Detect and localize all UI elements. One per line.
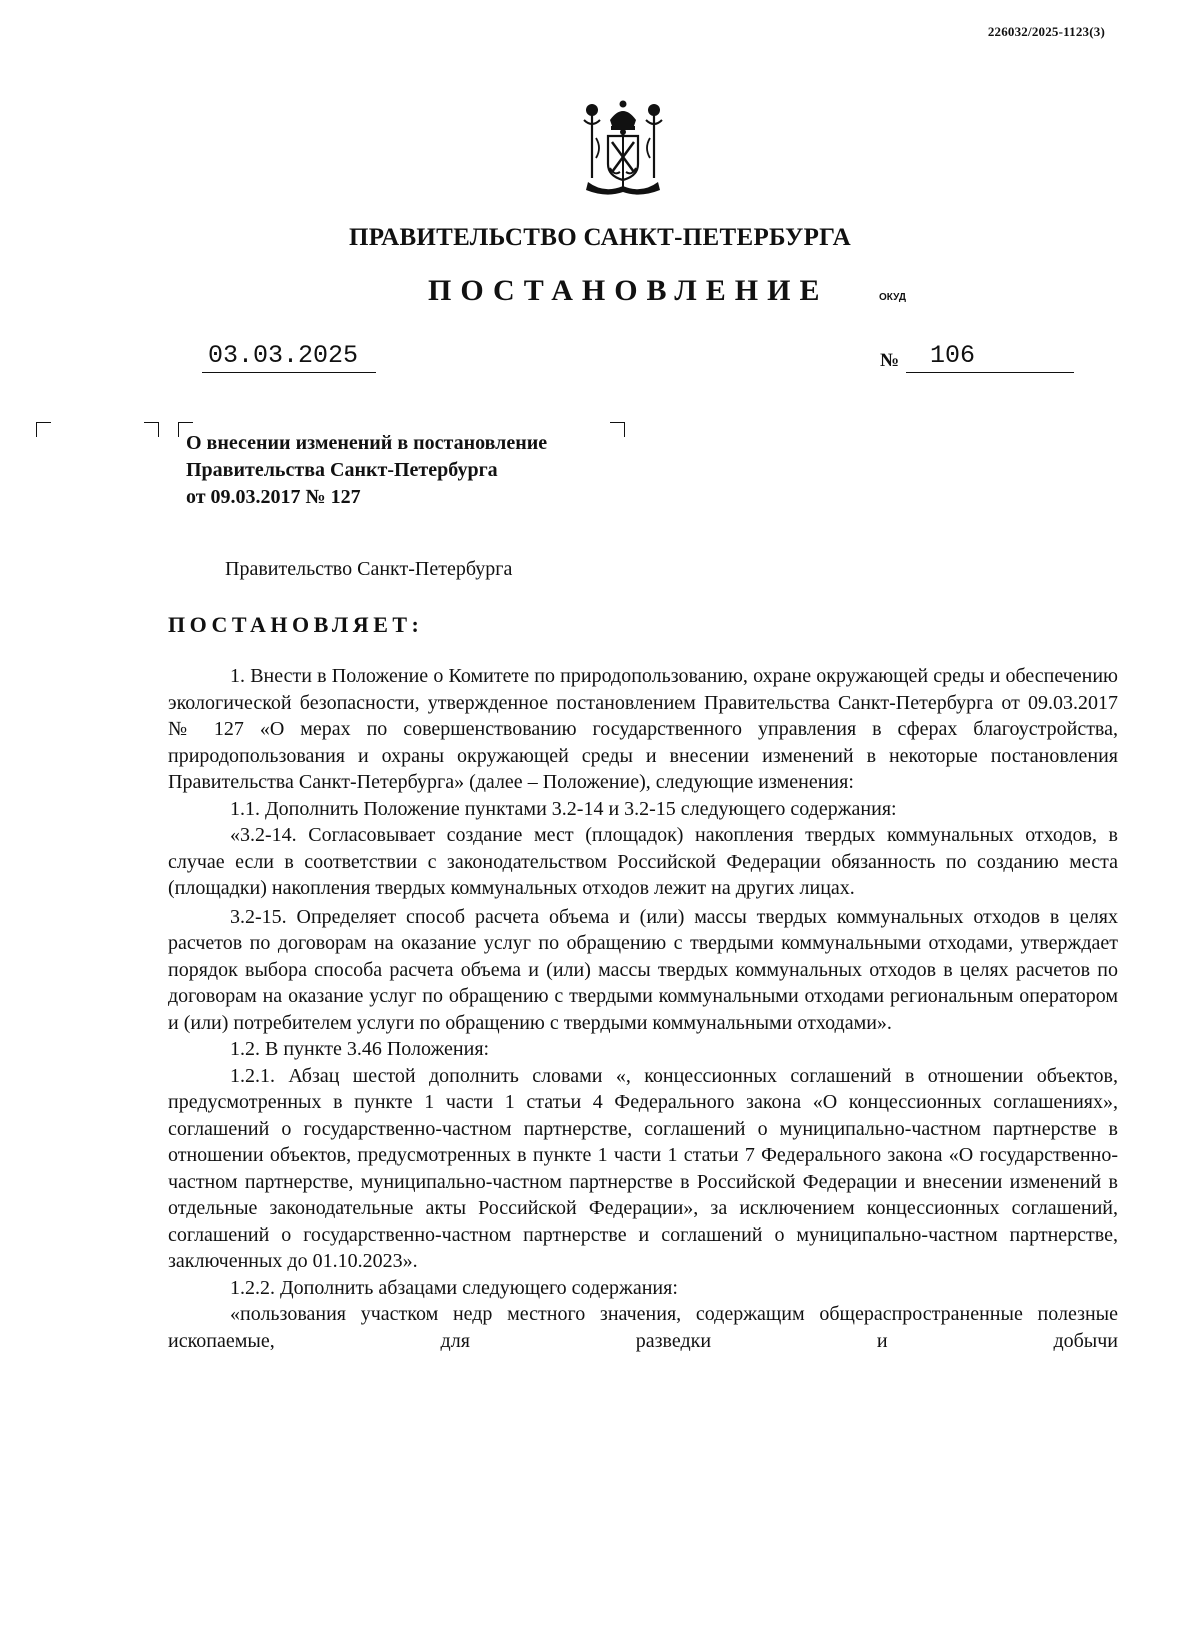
body-paragraph: «3.2-14. Согласовывает создание мест (площадок) накопления твердых коммунальных отходов, в случае если в соответствии с законодательством Российской Федерации обязанность по созданию места (площадки) накопления твердых коммунальных отходов лежит на других лицах. xyxy=(168,824,1118,899)
subject-corner-mark-right xyxy=(610,422,625,437)
document-date: 03.03.2025 xyxy=(202,340,376,373)
body-paragraph: 1.2.1. Абзац шестой дополнить словами «, концессионных соглашений в отношении объектов, предусмотренных в пункте 1 части 1 статьи 4 Федерального закона «О концессионных соглашениях», соглашений о государственно-частном партнерстве, соглашений о муниципально-частном партнерстве в отношении объектов, предусмотренных в пункте 1 части 1 статьи 7 Федерального закона «О государственно-частном партнерстве, муниципально-частном партнерстве в Российской Федерации и внесении изменений в отдельные законодательные акты Российской Федерации», за исключением концессионных соглашений, соглашений о государственно-частном партнерстве и соглашений о муниципально-частном партнерстве, заключенных до 01.10.2023». xyxy=(168,1064,1118,1272)
issuer-text: Правительство Санкт-Петербурга xyxy=(225,558,513,580)
subject-line: от 09.03.2017 № 127 xyxy=(186,486,361,508)
document-number: 106 xyxy=(906,340,1074,373)
body-paragraph: 1.2.2. Дополнить абзацами следующего содержания: xyxy=(230,1276,678,1299)
document-number-label: № xyxy=(880,350,900,371)
body-paragraph: 1. Внести в Положение о Комитете по природопользованию, охране окружающей среды и обеспечению экологической безопасности, утвержденное постановлением Правительства Санкт-Петербурга от 09.03.2017 № 127 «О мерах по совершенствованию государственного управления в сферах благоустройства, природопользования и охраны окружающей среды и внесении изменений в некоторые постановления Правительства Санкт-Петербурга» (далее – Положение), следующие изменения: xyxy=(168,665,1118,793)
subject-line: Правительства Санкт-Петербурга xyxy=(186,459,498,481)
document-type-title: ПОСТАНОВЛЕНИЕ xyxy=(428,274,829,307)
body-paragraph: 1.2. В пункте 3.46 Положения: xyxy=(230,1038,490,1060)
government-title: ПРАВИТЕЛЬСТВО САНКТ-ПЕТЕРБУРГА xyxy=(348,224,852,251)
document-subject xyxy=(186,430,547,511)
body-paragraph: 1.1. Дополнить Положение пунктами 3.2-14 и 3.2-15 следующего содержания: xyxy=(230,797,897,820)
body-paragraph: «пользования участком недр местного значения, содержащим общераспространенные полезные ископаемые, для разведки и добычи xyxy=(168,1303,1118,1352)
document-reference-number: 226032/2025-1123(3) xyxy=(987,24,1105,39)
corner-mark-right xyxy=(144,422,159,437)
corner-mark-left xyxy=(36,422,51,437)
decree-word: ПОСТАНОВЛЯЕТ: xyxy=(168,612,424,637)
okud-label: ОКУД xyxy=(879,292,906,303)
saint-petersburg-coat-of-arms-icon xyxy=(574,98,672,198)
document-body xyxy=(168,663,1118,1354)
body-paragraph: 3.2-15. Определяет способ расчета объема и (или) массы твердых коммунальных отходов в целях расчетов по договорам на оказание услуг по обращению с твердыми коммунальными отходами, утверждает порядок выбора способа расчета объема и (или) массы твердых коммунальных отходов в целях расчетов по договорам на оказание услуг по обращению с твердыми коммунальными отходами региональным оператором и (или) потребителем услуги по обращению с твердыми коммунальными отходами». xyxy=(168,905,1118,1034)
subject-line: О внесении изменений в постановление xyxy=(186,432,548,454)
